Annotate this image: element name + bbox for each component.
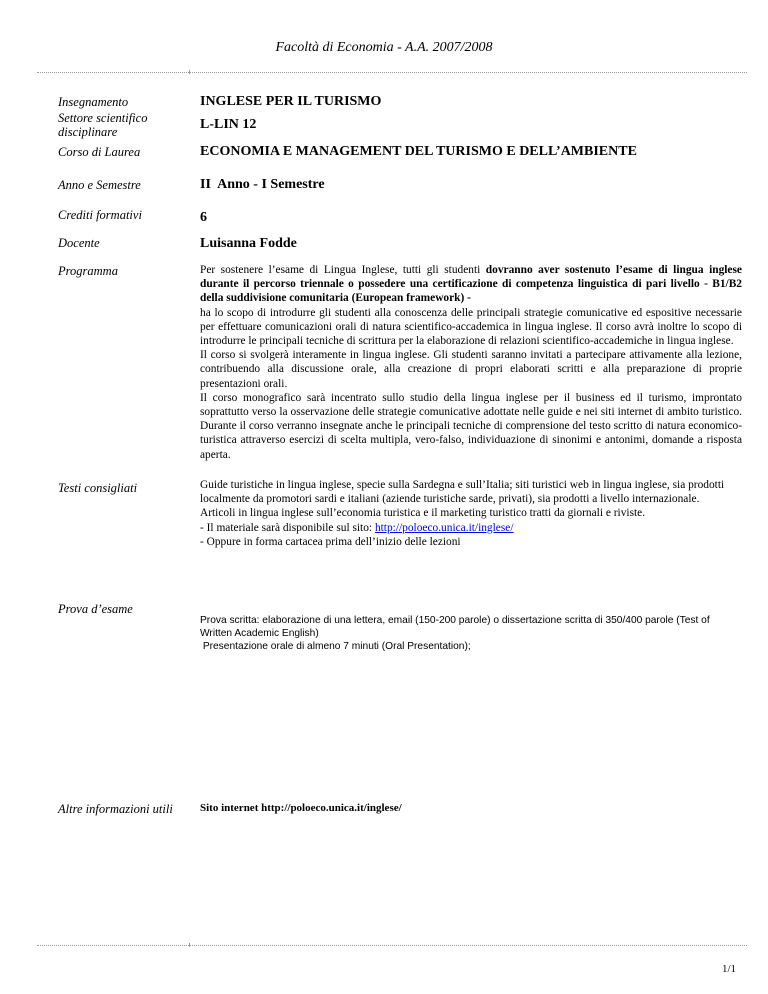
testi-link-prefix: - Il materiale sarà disponibile sul sito: [200, 521, 375, 534]
value-settore: L-LIN 12 [200, 117, 257, 132]
testi-paragraph: Guide turistiche in lingua inglese, specie sulla Sardegna e sull’Italia; siti turistici web in lingua inglese, sia prodotti localmente da promotori sardi e italiani (aziende turistiche sarde, privati), sia prodotti a livello internazionale. [200, 479, 725, 506]
header-divider [37, 72, 747, 73]
value-crediti: 6 [200, 210, 207, 225]
footer-divider [37, 945, 747, 946]
prova-text [200, 614, 742, 653]
value-corso: ECONOMIA E MANAGEMENT DEL TURISMO E DELL’AMBIENTE [200, 144, 637, 159]
page-number: 1/1 [721, 963, 736, 975]
programma-intro [200, 263, 742, 306]
value-insegnamento: INGLESE PER IL TURISMO [200, 94, 382, 109]
programma-requirement: dovranno aver sostenuto l’esame di lingua inglese durante il percorso triennale o possedere una certificazione di competenza linguistica di pari livello - B1/B2 della suddivisione comunitaria (European framework) - [200, 264, 742, 305]
label-programma: Programma [58, 264, 118, 278]
label-anno: Anno e Semestre [58, 178, 141, 192]
value-anno: II Anno - I Semestre [200, 177, 325, 192]
label-crediti: Crediti formativi [58, 208, 142, 222]
value-docente: Luisanna Fodde [200, 236, 297, 251]
page-header: Facoltà di Economia - A.A. 2007/2008 [275, 40, 493, 55]
label-docente: Docente [58, 236, 100, 250]
label-corso: Corso di Laurea [58, 145, 141, 159]
testi-link-line [200, 521, 742, 535]
programma-paragraph: ha lo scopo di introdurre gli studenti alla conoscenza delle principali strategie comunicative ed espositive necessarie per effettuare comunicazioni orali di natura scientifico-accademica in lingua inglese. Il corso avrà inoltre lo scopo di introdurre le principali tecniche di scrittura per la elaborazione di relazioni scientifico-accademiche in lingua inglese. [200, 306, 742, 348]
testi-paragraph: Articoli in lingua inglese sull’economia turistica e il marketing turistico tratti da giornali e riviste. [200, 507, 646, 520]
testi-text [200, 478, 742, 549]
programma-paragraph: Il corso si svolgerà interamente in lingua inglese. Gli studenti saranno invitati a partecipare attivamente alla lezione, contribuendo alla discussione orale, alla creazione di propri elaborati scritti e alla preparazione di proprie presentazioni orali. [200, 349, 742, 390]
label-insegnamento: Insegnamento [58, 95, 129, 109]
label-testi: Testi consigliati [58, 481, 138, 495]
label-altre: Altre informazioni utili [58, 802, 173, 816]
programma-text [200, 263, 742, 462]
materiale-link[interactable]: http://poloeco.unica.it/inglese/ [374, 521, 514, 534]
prova-paragraph: Presentazione orale di almeno 7 minuti (Oral Presentation); [200, 641, 471, 652]
programma-paragraph: Il corso monografico sarà incentrato sullo studio della lingua inglese per il business ed il turismo, improntato soprattutto verso la osservazione delle strategie comunicative adottate nelle guide e nei siti internet di ambito turistico. Durante il corso verranno insegnate anche le principali tecniche di comprensione del testo scritto di natura economico-turistica attraverso esercizi di scelta multipla, vero-falso, individuazione di sinonimi e antonimi, domande a risposta aperta. [200, 391, 742, 461]
programma-intro-text: Per sostenere l’esame di Lingua Inglese, tutti gli studenti [200, 264, 486, 276]
testi-paragraph: - Oppure in forma cartacea prima dell’inizio delle lezioni [200, 535, 461, 548]
altre-text: Sito internet http://poloeco.unica.it/inglese/ [200, 802, 402, 814]
prova-paragraph: Prova scritta: elaborazione di una lettera, email (150-200 parole) o dissertazione scritta di 350/400 parole (Test of Written Academic English) [200, 615, 710, 639]
label-prova: Prova d’esame [58, 602, 133, 616]
label-settore: Settore scientifico disciplinare [58, 111, 148, 139]
